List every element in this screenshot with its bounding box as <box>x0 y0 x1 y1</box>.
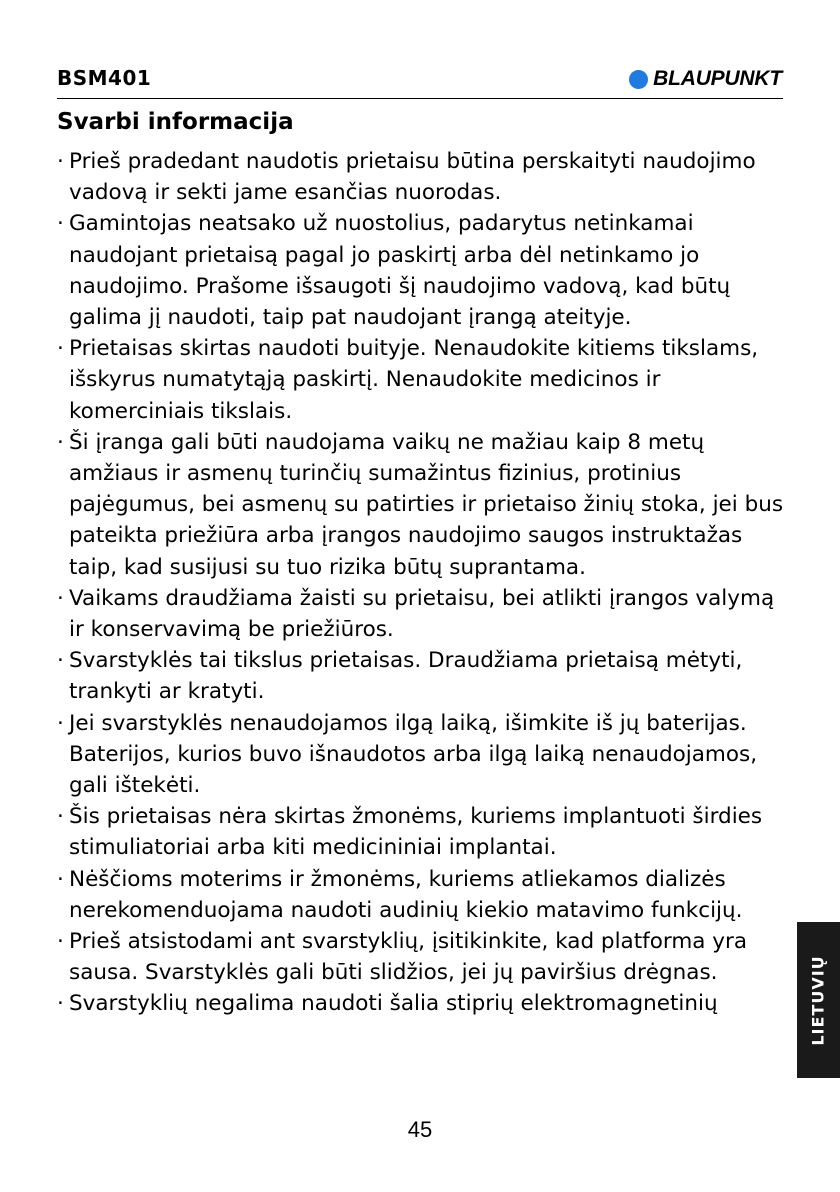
bullet-item <box>57 988 787 1019</box>
bullet-dot-icon: · <box>57 648 64 674</box>
bullet-text: Ši įranga gali būti naudojama vaikų ne mažiau kaip 8 metų amžiaus ir asmenų turinčių sumažintus fizinius, protinius pajėgumus, bei asmenų su patirties ir prietaiso žinių stoka, jei bus pateikta priežiūra arba įrangos naudojimo saugos instruktažas taip, kad susijusi su tuo rizika būtų suprantama. <box>69 429 784 580</box>
bullet-item <box>57 333 787 427</box>
bullet-dot-icon: · <box>57 211 64 237</box>
bullet-item <box>57 208 787 333</box>
bullet-item <box>57 801 787 863</box>
bullet-dot-icon: · <box>57 866 64 892</box>
bullet-text: Prieš atsistodami ant svarstyklių, įsitikinkite, kad platforma yra sausa. Svarstyklės gali būti slidžios, jei jų paviršius drėgnas. <box>69 929 748 986</box>
bullet-text: Svarstyklės tai tikslus prietaisas. Draudžiama prietaisą mėtyti, trankyti ar kratyti. <box>69 648 743 705</box>
bullet-text: Šis prietaisas nėra skirtas žmonėms, kuriems implantuoti širdies stimuliatoriai arba kiti medicininiai implantai. <box>69 804 763 861</box>
bullet-dot-icon: · <box>57 929 64 955</box>
bullet-item <box>57 427 787 583</box>
bullet-item <box>57 708 787 802</box>
page-header <box>57 64 783 99</box>
bullet-item <box>57 926 787 988</box>
bullet-dot-icon: · <box>57 991 64 1017</box>
bullet-text: Prietaisas skirtas naudoti buityje. Nenaudokite kitiems tikslams, išskyrus numatytąją paskirtį. Nenaudokite medicinos ir komerciniais tikslais. <box>69 336 759 424</box>
bullet-text: Svarstyklių negalima naudoti šalia stiprių elektromagnetinių <box>69 991 718 1017</box>
bullet-item <box>57 864 787 926</box>
bullet-text: Jei svarstyklės nenaudojamos ilgą laiką, išimkite iš jų baterijas. Baterijos, kurios buvo išnaudotos arba ilgą laiką nenaudojamos, gali ištekėti. <box>69 710 758 799</box>
bullet-dot-icon: · <box>57 149 64 174</box>
bullet-item <box>57 583 787 645</box>
bullet-list <box>57 146 787 1020</box>
bullet-dot-icon: · <box>57 804 64 830</box>
bullet-item <box>57 146 787 208</box>
bullet-dot-icon: · <box>57 429 64 455</box>
bullet-dot-icon: · <box>57 336 64 362</box>
bullet-text: Vaikams draudžiama žaisti su prietaisu, bei atlikti įrangos valymą ir konservavimą be priežiūros. <box>69 585 775 643</box>
bullet-dot-icon: · <box>57 710 64 736</box>
section-title: Svarbi informacija <box>57 109 294 135</box>
brand-name: BLAUPUNKT <box>653 67 782 90</box>
bullet-text: Prieš pradedant naudotis prietaisu būtina perskaityti naudojimo vadovą ir sekti jame esančias nuorodas. <box>69 149 756 206</box>
language-tab <box>797 922 840 1078</box>
brand-logo <box>629 67 782 91</box>
bullet-dot-icon: · <box>57 585 64 611</box>
brand-dot-icon <box>629 70 648 89</box>
language-tab-label: LIETUVIŲ <box>809 954 828 1046</box>
bullet-text: Gamintojas neatsako už nuostolius, padarytus netinkamai naudojant prietaisą pagal jo paskirtį arba dėl netinkamo jo naudojimo. Prašome išsaugoti šį naudojimo vadovą, kad būtų galima jį naudoti, taip pat naudojant įrangą ateityje. <box>69 211 731 331</box>
bullet-item <box>57 645 787 707</box>
bullet-text: Nėščioms moterims ir žmonėms, kuriems atliekamos dializės nerekomenduojama naudoti audinių kiekio matavimo funkcijų. <box>69 866 743 923</box>
model-name: BSM401 <box>57 66 152 90</box>
page-number: 45 <box>407 1117 433 1142</box>
